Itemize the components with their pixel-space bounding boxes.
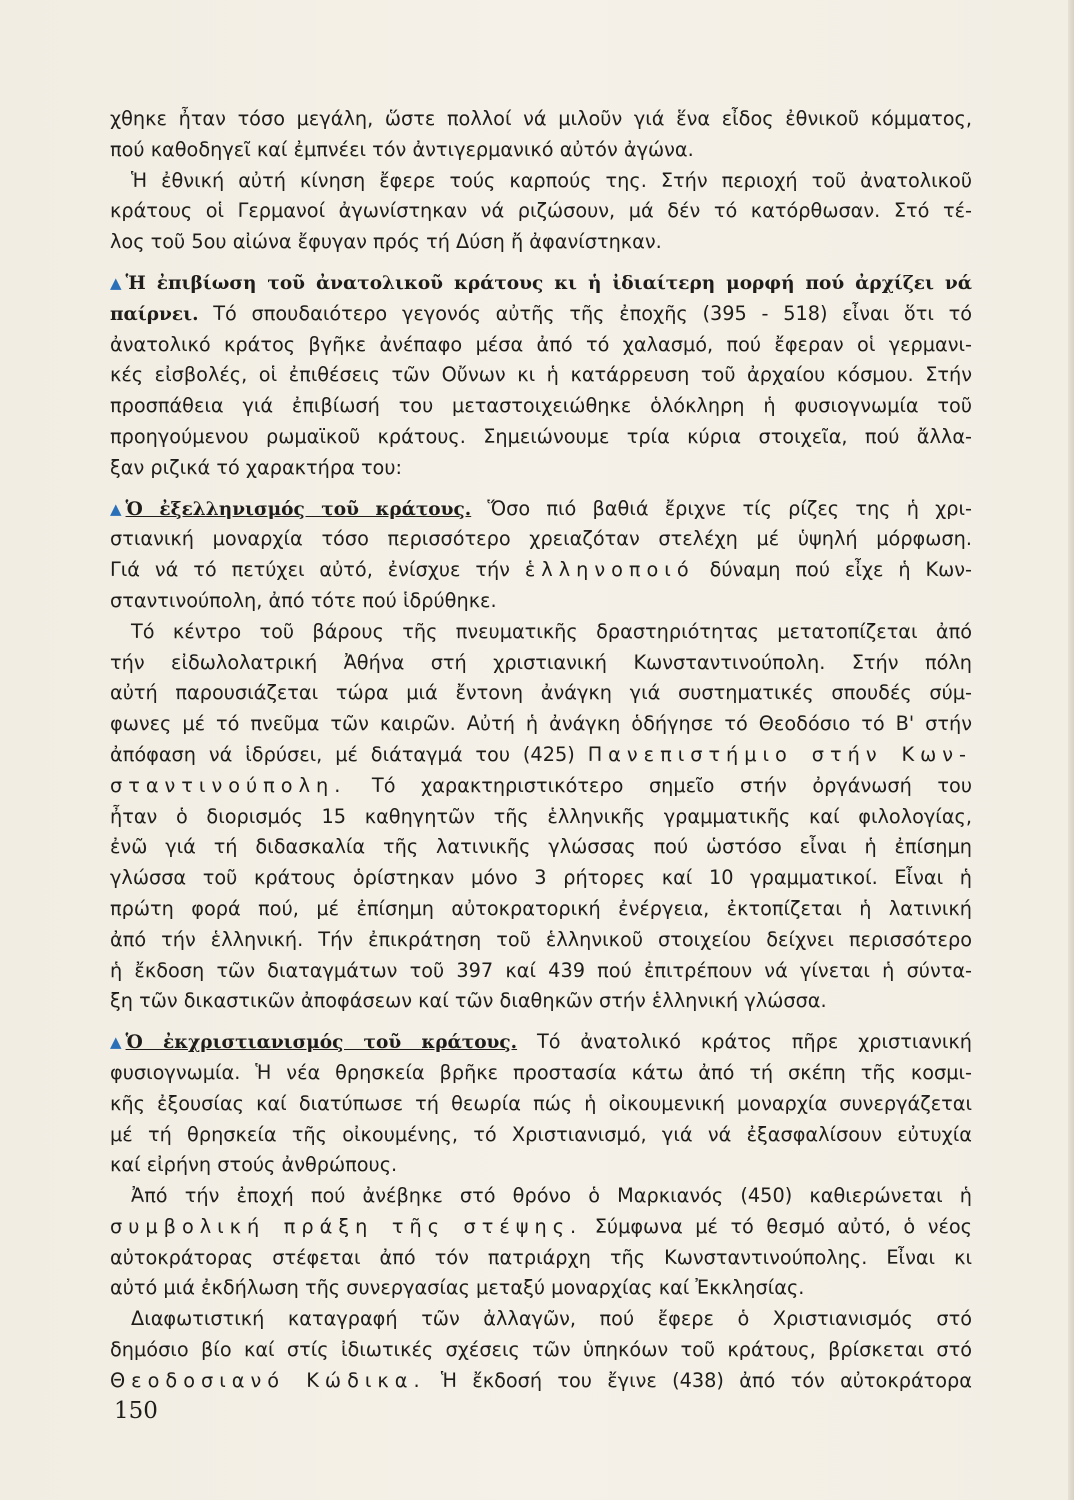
section-heading-line — [110, 1027, 972, 1058]
text-line — [110, 1366, 972, 1397]
spaced-term: σταντινούπολη. — [110, 773, 347, 797]
text-line — [110, 740, 972, 771]
spaced-term: συμβολική πράξη τῆς στέψης. — [110, 1214, 583, 1238]
text-fragment: Σύμφωνα μέ τό θεσμό αὐτό, ὁ νέος — [594, 1214, 972, 1238]
text-line: αὐτό μιά ἐκδήλωση τῆς συνεργασίας μεταξύ μοναρχίας καί Ἐκκλησίας. — [110, 1276, 805, 1300]
text-fragment: Τό χαρακτηριστικότερο σημεῖο στήν ὀργάνωσή του — [371, 773, 972, 797]
section-heading: Ὁ ἐκχριστιανισμός τοῦ κράτους. — [125, 1032, 518, 1054]
text-fragment: Ὅσο πιό βαθιά ἔριχνε τίς ρίζες της ἡ χρι- — [487, 496, 972, 520]
text-line: αὐτοκράτορας στέφεται ἀπό τόν πατριάρχη τῆς Κωνσταντινούπολης. Εἶναι κι — [110, 1245, 972, 1269]
text-line: ἦταν ὁ διορισμός 15 καθηγητῶν τῆς ἑλληνικῆς γραμματικῆς καί φιλολογίας, — [110, 804, 972, 828]
section-heading: Ὁ ἐξελληνισμός τοῦ κράτους. — [125, 498, 472, 520]
section-heading: Ἡ ἐπιβίωση τοῦ ἀνατολικοῦ κράτους κι ἡ ἰδιαίτερη μορφή πού ἀρχίζει νά — [125, 272, 972, 294]
text-line: ἐνῶ γιά τή διδασκαλία τῆς λατινικῆς γλώσσας πού ὡστόσο εἶναι ἡ ἐπίσημη — [110, 835, 972, 859]
text-line — [110, 299, 972, 330]
text-line: χθηκε ἦταν τόσο μεγάλη, ὥστε πολλοί νά μιλοῦν γιά ἕνα εἶδος ἐθνικοῦ κόμματος, — [110, 107, 972, 130]
spaced-term: Θεοδοσιανό Κώδικα. — [110, 1368, 426, 1392]
section-heading-end: παίρνει. — [110, 303, 199, 325]
text-line: καί εἰρήνη στούς ἀνθρώπους. — [110, 1153, 398, 1177]
text-line: κῆς ἐξουσίας καί διατύπωσε τή θεωρία πώς ἡ οἰκουμενική μοναρχία συνεργάζεται — [110, 1091, 972, 1115]
text-line: φυσιογνωμία. Ἡ νέα θρησκεία βρῆκε προστασία κάτω ἀπό τή σκέπη τῆς κοσμι- — [110, 1060, 972, 1084]
page-number: 150 — [114, 1398, 158, 1424]
text-line: ἀπό τήν ἑλληνική. Τήν ἐπικράτηση τοῦ ἑλληνικοῦ στοιχείου δείχνει περισσότερο — [110, 927, 972, 951]
text-line: ξαν ριζικά τό χαρακτήρα του: — [110, 455, 402, 479]
text-line: λος τοῦ 5ου αἰώνα ἔφυγαν πρός τή Δύση ἤ ἀφανίστηκαν. — [110, 230, 662, 254]
spaced-term: ἑλληνοποιό — [524, 558, 695, 582]
section-heading-line — [110, 268, 972, 299]
text-line — [110, 1212, 972, 1243]
text-line: μέ τή θρησκεία τῆς οἰκουμένης, τό Χριστιανισμό, γιά νά ἐξασφαλίσουν εὐτυχία — [110, 1122, 972, 1146]
text-line: προσπάθεια γιά ἐπιβίωσή του μεταστοιχειώθηκε ὁλόκληρη ἡ φυσιογνωμία τοῦ — [110, 394, 972, 418]
text-line — [110, 771, 972, 802]
text-line: σταντινούπολη, ἀπό τότε πού ἱδρύθηκε. — [110, 588, 497, 612]
text-line: ξη τῶν δικαστικῶν ἀποφάσεων καί τῶν διαθηκῶν στήν ἑλληνική γλώσσα. — [110, 989, 827, 1013]
text-line: στιανική μοναρχία τόσο περισσότερο χρειαζόταν στελέχη μέ ὑψηλή μόρφωση. — [110, 527, 972, 551]
text-fragment: δύναμη πού εἶχε ἡ Κων- — [709, 558, 972, 582]
text-line: Τό κέντρο τοῦ βάρους τῆς πνευματικῆς δραστηριότητας μετατοπίζεται ἀπό — [131, 619, 972, 643]
triangle-bullet-icon: ▲ — [110, 273, 122, 292]
page-edge-shadow — [1068, 0, 1074, 1500]
text-line: φωνες μέ τό πνεῦμα τῶν καιρῶν. Αὐτή ἡ ἀνάγκη ὁδήγησε τό Θεοδόσιο τό Β' στήν — [110, 712, 972, 736]
triangle-bullet-icon: ▲ — [110, 1033, 122, 1052]
triangle-bullet-icon: ▲ — [110, 499, 122, 518]
text-line: ἡ ἔκδοση τῶν διαταγμάτων τοῦ 397 καί 439 πού ἐπιτρέπουν νά γίνεται ἡ σύντα- — [110, 958, 972, 982]
text-line: κές εἰσβολές, οἱ ἐπιθέσεις τῶν Οὔνων κι ἡ κατάρρευση τοῦ ἀρχαίου κόσμου. Στήν — [110, 363, 972, 387]
text-line: ἀνατολικό κράτος βγῆκε ἀνέπαφο μέσα ἀπό τό χαλασμό, πού ἔφεραν οἱ γερμανι- — [110, 332, 972, 356]
text-line: Ἀπό τήν ἐποχή πού ἀνέβηκε στό θρόνο ὁ Μαρκιανός (450) καθιερώνεται ἡ — [131, 1184, 972, 1208]
text-line: Ἡ ἐθνική αὐτή κίνηση ἔφερε τούς καρπούς της. Στήν περιοχή τοῦ ἀνατολικοῦ — [131, 168, 972, 192]
text-line: αὐτή παρουσιάζεται τώρα μιά ἔντονη ἀνάγκη γιά συστηματικές σπουδές σύμ- — [110, 681, 972, 705]
text-fragment: Τό ἀνατολικό κράτος πῆρε χριστιανική — [536, 1030, 972, 1054]
text-line: πού καθοδηγεῖ καί ἐμπνέει τόν ἀντιγερμανικό αὐτόν ἀγώνα. — [110, 137, 694, 161]
text-fragment: Ἡ ἔκδοσή του ἔγινε (438) ἀπό τόν αὐτοκράτορα — [440, 1368, 973, 1392]
section-heading-line — [110, 494, 972, 525]
text-line — [110, 555, 972, 586]
spaced-term: Πανεπιστήμιο στήν Κων- — [587, 742, 973, 766]
text-line: γλώσσα τοῦ κράτους ὁρίστηκαν μόνο 3 ρήτορες καί 10 γραμματικοί. Εἶναι ἡ — [110, 866, 972, 890]
text-fragment: ἀπόφαση νά ἱδρύσει, μέ διάταγμά του (425) — [110, 742, 575, 766]
text-line: πρώτη φορά πού, μέ ἐπίσημη αὐτοκρατορική ἐνέργεια, ἐκτοπίζεται ἡ λατινική — [110, 896, 972, 920]
text-line: κράτους οἱ Γερμανοί ἀγωνίστηκαν νά ριζώσουν, μά δέν τό κατόρθωσαν. Στό τέ- — [110, 199, 972, 223]
text-line: προηγούμενου ρωμαϊκοῦ κράτους. Σημειώνουμε τρία κύρια στοιχεῖα, πού ἄλλα- — [110, 424, 972, 448]
text-fragment: Γιά νά τό πετύχει αὐτό, ἐνίσχυε τήν — [110, 558, 510, 582]
text-line: Διαφωτιστική καταγραφή τῶν ἀλλαγῶν, πού ἔφερε ὁ Χριστιανισμός στό — [131, 1307, 972, 1331]
text-fragment: Τό σπουδαιότερο γεγονός αὐτῆς τῆς ἐποχῆς (395 - 518) εἶναι ὅτι τό — [213, 301, 972, 325]
body-text — [110, 104, 972, 1397]
text-line: τήν εἰδωλολατρική Ἀθήνα στή χριστιανική Κωνσταντινούπολη. Στήν πόλη — [110, 650, 972, 674]
text-line: δημόσιο βίο καί στίς ἰδιωτικές σχέσεις τῶν ὑπηκόων τοῦ κράτους, βρίσκεται στό — [110, 1338, 972, 1362]
